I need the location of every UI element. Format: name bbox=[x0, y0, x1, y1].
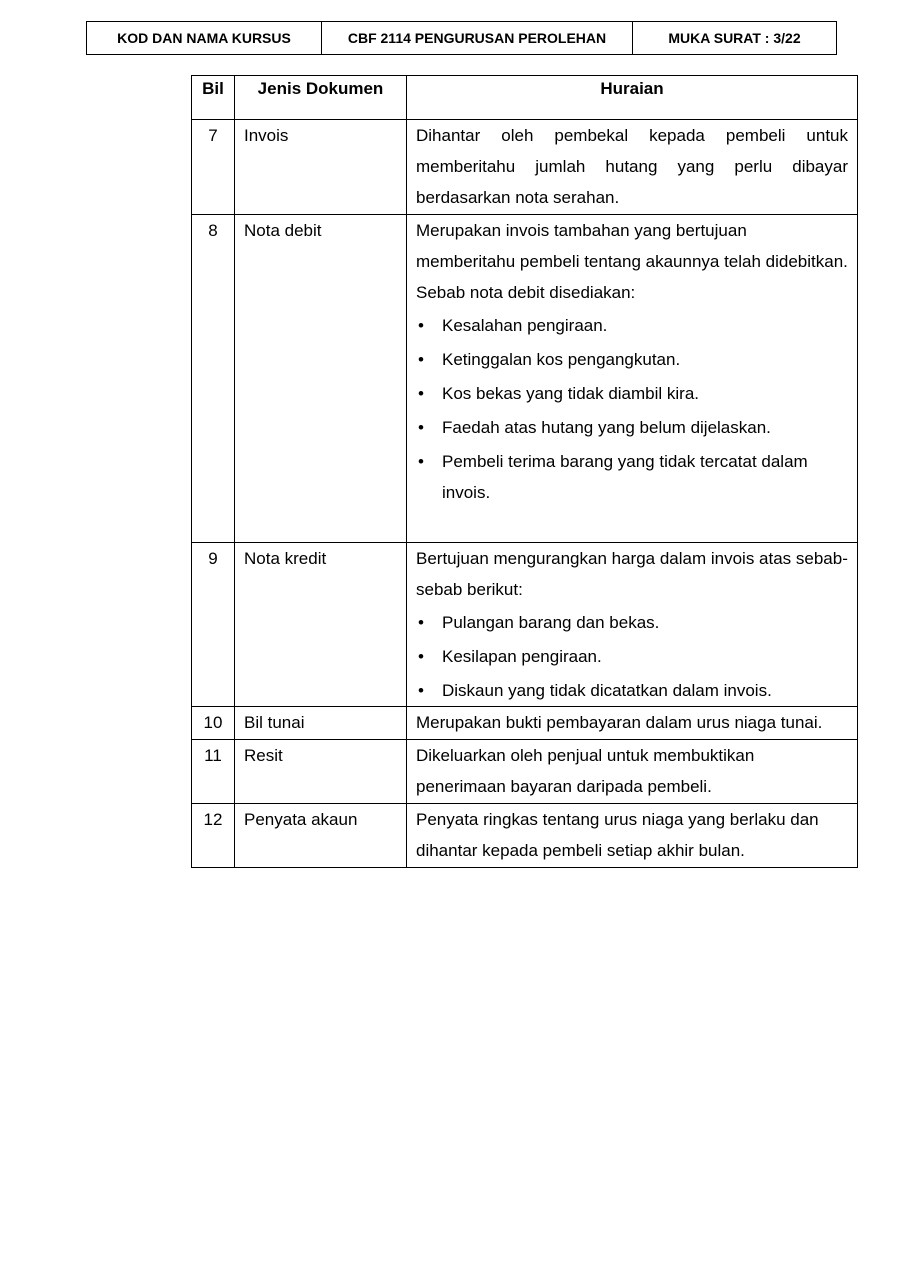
table-header-row bbox=[192, 76, 858, 120]
document-type: Resit bbox=[235, 740, 407, 804]
bullet-icon: • bbox=[418, 384, 424, 403]
list-item-text: Pembeli terima barang yang tidak tercatat dalam invois. bbox=[442, 452, 808, 502]
table-row bbox=[192, 740, 858, 804]
list-item bbox=[416, 607, 848, 638]
description-text: Penyata ringkas tentang urus niaga yang berlaku dan dihantar kepada pembeli setiap akhir bulan. bbox=[416, 810, 819, 860]
description bbox=[407, 707, 858, 740]
list-item-text: Ketinggalan kos pengangkutan. bbox=[442, 350, 681, 369]
list-item bbox=[416, 310, 848, 341]
table-row bbox=[192, 215, 858, 543]
bullet-icon: • bbox=[418, 316, 424, 335]
bullet-icon: • bbox=[418, 452, 424, 471]
bullet-icon: • bbox=[418, 647, 424, 666]
bullet-list bbox=[416, 607, 848, 706]
column-header-bil: Bil bbox=[192, 76, 235, 120]
course-code-label: KOD DAN NAMA KURSUS bbox=[87, 22, 322, 55]
description-text: Dikeluarkan oleh penjual untuk membuktikan penerimaan bayaran daripada pembeli. bbox=[416, 746, 755, 796]
description-intro: Sebab nota debit disediakan: bbox=[416, 283, 636, 302]
description bbox=[407, 215, 858, 543]
row-number: 12 bbox=[192, 804, 235, 868]
description-text: Dihantar oleh pembekal kepada pembeli untuk memberitahu jumlah hutang yang perlu dibayar berdasarkan nota serahan. bbox=[416, 126, 848, 207]
list-item-text: Kos bekas yang tidak diambil kira. bbox=[442, 384, 700, 403]
list-item-text: Diskaun yang tidak dicatatkan dalam invois. bbox=[442, 681, 772, 700]
document-table bbox=[191, 75, 858, 868]
bullet-icon: • bbox=[418, 681, 424, 700]
description-text: Bertujuan mengurangkan harga dalam invois atas sebab-sebab berikut: bbox=[416, 549, 848, 599]
document-type: Penyata akaun bbox=[235, 804, 407, 868]
row-number: 8 bbox=[192, 215, 235, 543]
table-row bbox=[192, 804, 858, 868]
table-row bbox=[192, 707, 858, 740]
description-text: Merupakan invois tambahan yang bertujuan memberitahu pembeli tentang akaunnya telah didebitkan. bbox=[416, 221, 848, 271]
bullet-icon: • bbox=[418, 350, 424, 369]
list-item-text: Faedah atas hutang yang belum dijelaskan. bbox=[442, 418, 771, 437]
row-number: 10 bbox=[192, 707, 235, 740]
document-type: Invois bbox=[235, 120, 407, 215]
description bbox=[407, 740, 858, 804]
list-item bbox=[416, 378, 848, 409]
list-item bbox=[416, 641, 848, 672]
column-header-huraian: Huraian bbox=[407, 76, 858, 120]
description-text: Merupakan bukti pembayaran dalam urus niaga tunai. bbox=[416, 713, 823, 732]
table-row bbox=[192, 543, 858, 707]
bullet-list bbox=[416, 310, 848, 508]
column-header-jenis: Jenis Dokumen bbox=[235, 76, 407, 120]
page-number: MUKA SURAT : 3/22 bbox=[633, 22, 837, 55]
course-name: CBF 2114 PENGURUSAN PEROLEHAN bbox=[322, 22, 633, 55]
list-item-text: Kesilapan pengiraan. bbox=[442, 647, 602, 666]
description bbox=[407, 120, 858, 215]
list-item-text: Pulangan barang dan bekas. bbox=[442, 613, 660, 632]
list-item bbox=[416, 412, 848, 443]
row-number: 11 bbox=[192, 740, 235, 804]
list-item-text: Kesalahan pengiraan. bbox=[442, 316, 608, 335]
document-type: Bil tunai bbox=[235, 707, 407, 740]
list-item bbox=[416, 344, 848, 375]
document-type: Nota debit bbox=[235, 215, 407, 543]
list-item bbox=[416, 675, 848, 706]
document-type: Nota kredit bbox=[235, 543, 407, 707]
row-number: 9 bbox=[192, 543, 235, 707]
page-header bbox=[86, 21, 837, 55]
description bbox=[407, 804, 858, 868]
bullet-icon: • bbox=[418, 613, 424, 632]
list-item bbox=[416, 446, 848, 508]
table-row bbox=[192, 120, 858, 215]
row-number: 7 bbox=[192, 120, 235, 215]
bullet-icon: • bbox=[418, 418, 424, 437]
description bbox=[407, 543, 858, 707]
